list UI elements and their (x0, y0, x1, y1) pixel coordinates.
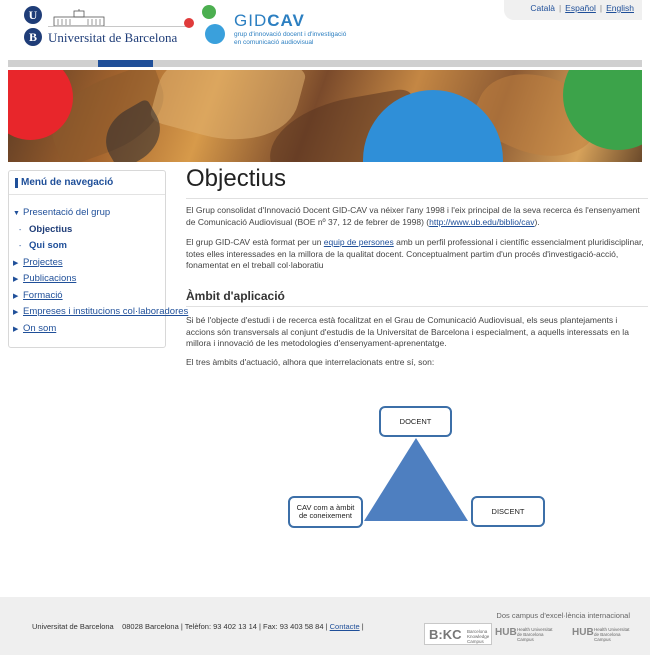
areas-paragraph: El tres àmbits d'actuació, alhora que interrelacionats entre sí, son: (186, 357, 435, 367)
menu-item-link[interactable]: Publicacions (23, 273, 77, 284)
ub-letter-u: U (24, 6, 42, 24)
caret-right-icon: ▶ (13, 309, 19, 316)
biblio-link[interactable]: http://www.ub.edu/biblio/cav (429, 216, 535, 227)
hub-logo-text: Health Universitat de Barcelona Campus (517, 627, 553, 642)
hub-logo-mark: HUB (495, 627, 517, 638)
page-title: Objectius (186, 165, 287, 192)
footer-university: Universitat de Barcelona (32, 622, 114, 631)
red-dot-icon (184, 18, 194, 28)
menu-item-label: Presentació del grup (23, 207, 111, 218)
menu-item-qui-som[interactable] (9, 238, 165, 255)
diagram-cav-label-line2: de coneixement (299, 511, 352, 520)
title-divider (186, 198, 648, 199)
caret-right-icon: ▶ (13, 292, 19, 300)
site-footer (0, 597, 650, 655)
green-dot-icon (202, 5, 216, 19)
menu-item-link[interactable]: Projectes (23, 256, 63, 268)
ub-logo[interactable] (22, 6, 178, 48)
lang-separator: | (599, 3, 603, 13)
navigation-menu (9, 195, 189, 337)
footer-contact-link[interactable]: Contacte (329, 622, 360, 631)
top-nav-active-tab[interactable] (98, 60, 153, 67)
caret-down-icon: ▼ (13, 210, 20, 217)
menu-item-objectius[interactable] (9, 222, 165, 239)
scope-paragraph: Si bé l'objecte d'estudi i de recerca està focalitzat en el Grau de Comunicació Audiovisual, els seus plantejaments i accions són transversals al conjunt d'estudis de la Universitat de Barcelona i especialment, a aquells interessats en la millora i innovació de les metodologies d'ensenyament-aprenentatge. (186, 315, 629, 348)
gidcav-logo[interactable] (182, 4, 357, 50)
menu-item-formacio[interactable] (9, 288, 165, 305)
hub-logo-secondary[interactable] (572, 623, 634, 645)
diagram-docent-label: DOCENT (399, 416, 432, 426)
ub-logo-divider (48, 26, 188, 27)
navigation-sidebar (8, 170, 189, 348)
lang-separator: | (558, 3, 562, 13)
team-text: El grup GID-CAV està format per un (186, 237, 324, 247)
lang-english-link[interactable]: English (606, 3, 634, 13)
gidcav-subtitle-line1: grup d'innovació docent i d'investigació (234, 31, 347, 38)
menu-item-link[interactable]: Formació (23, 289, 63, 301)
hub-logo[interactable] (495, 623, 557, 645)
diagram-discent-label: DISCENT (491, 506, 525, 516)
dash-icon: - (19, 243, 22, 250)
footer-phone: Telèfon: 93 402 13 14 (184, 622, 257, 631)
triangle-shape (364, 438, 468, 521)
language-switcher (504, 0, 642, 20)
sidebar-title: Menú de navegació (9, 171, 165, 195)
menu-item-projectes[interactable] (9, 255, 165, 272)
top-nav-strip (8, 60, 642, 67)
hub-logo-text: Health Universitat de Barcelona Campus (594, 627, 630, 642)
caret-right-icon: ▶ (13, 259, 19, 267)
menu-item-label: Objectius (29, 223, 73, 235)
section-title: Àmbit d'aplicació (186, 289, 285, 303)
menu-item-on-som[interactable] (9, 321, 165, 338)
ub-emblem (22, 6, 44, 48)
intro-text: El Grup consolidat d'Innovació Docent GID-CAV va néixer l'any 1998 i l'eix principal de la seva recerca és l'ensenyament de Comunicació Audiovisual (BOE nº 37, 12 de febrer de 1998) ( (186, 205, 640, 227)
lang-espanol-link[interactable]: Español (565, 3, 596, 13)
diagram-docent-box (379, 406, 452, 437)
team-paragraph (186, 237, 648, 272)
menu-item-link[interactable]: On som (23, 322, 57, 334)
diagram-discent-box (471, 496, 545, 527)
ub-name: Universitat de Barcelona (48, 30, 178, 45)
diagram-cav-label-line1: CAV com a àmbit (296, 503, 355, 512)
team-text-end: amb un perfil professional i científic essencialment pluridisciplinar, totes elles interessades en la millora de la qualitat docent. Conceptualment partim d'un procés d'investigació-acció, fonamentat en el treball col·laboratiu (186, 237, 644, 270)
campus-label: Dos campus d'excel·lència internacional (496, 611, 630, 620)
footer-fax: Fax: 93 403 58 84 (263, 622, 324, 631)
gidcav-title-bold: CAV (267, 11, 305, 30)
ub-letter-b: B (24, 28, 42, 46)
caret-right-icon: ▶ (13, 325, 19, 333)
menu-item-link[interactable]: Qui som (29, 240, 68, 251)
bkc-logo[interactable] (424, 623, 492, 645)
menu-item-empreses[interactable] (9, 304, 189, 321)
section-divider (186, 306, 648, 307)
menu-item-publicacions[interactable] (9, 271, 165, 288)
hub-logo-mark: HUB (572, 627, 594, 638)
gidcav-title-light: GID (234, 11, 268, 30)
bkc-logo-text: Barcelona Knowledge Campus (467, 629, 490, 644)
bkc-logo-mark: B:KC (429, 627, 462, 642)
ub-building-icon (52, 9, 107, 27)
footer-contact-info: Universitat de Barcelona 08028 Barcelona | Telèfon: 93 402 13 14 | Fax: 93 403 58 84 | Contacte | (32, 622, 364, 631)
main-content (186, 165, 648, 367)
diagram-cav-box (288, 496, 363, 528)
footer-address: 08028 Barcelona (122, 622, 179, 631)
areas-diagram (280, 400, 560, 540)
dash-icon: - (19, 226, 22, 234)
header-banner-image (8, 70, 642, 162)
caret-right-icon: ▶ (13, 276, 19, 283)
intro-text-end: ). (534, 216, 540, 227)
site-header (0, 0, 650, 60)
gidcav-subtitle-line2: en comunicació audiovisual (234, 39, 314, 46)
lang-catala-link[interactable]: Català (530, 3, 555, 13)
menu-item-link[interactable]: Empreses i institucions col·laboradores (23, 306, 189, 317)
intro-paragraph (186, 205, 648, 228)
menu-item-presentacio[interactable] (9, 205, 165, 222)
blue-dot-icon (205, 24, 225, 44)
team-link[interactable]: equip de persones (323, 237, 394, 247)
gidcav-title (234, 11, 305, 31)
